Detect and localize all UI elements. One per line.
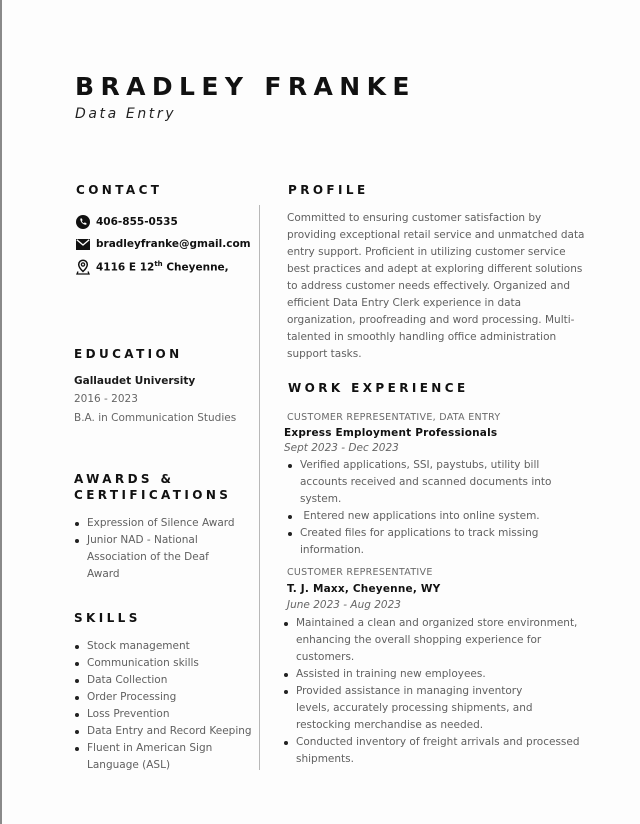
phone-number[interactable]: 406-855-0535 <box>96 216 178 228</box>
award-item: Junior NAD - National Association of the Deaf Award <box>75 532 240 583</box>
profile-summary: Committed to ensuring customer satisfaction by providing exceptional retail service and unmatched data entry support. Proficient in utilizing customer service best practices and adept at exploring different solutions to address customer needs effectively. Organized and efficient Data Entry Clerk experience in data organization, proofreading and word processing. Multi-talented in smoothly handling office administration support tasks. <box>287 212 585 360</box>
job-bullet: Entered new applications into online system. <box>288 508 588 525</box>
profile-heading: PROFILE <box>288 183 369 197</box>
job-2-dates: June 2023 - Aug 2023 <box>287 599 401 611</box>
education-school: Gallaudet University <box>74 375 196 387</box>
phone-icon <box>76 215 90 229</box>
contact-phone <box>76 214 178 230</box>
award-item: Expression of Silence Award <box>75 515 250 532</box>
candidate-role: Data Entry <box>75 106 177 122</box>
work-heading: WORK EXPERIENCE <box>288 381 469 395</box>
candidate-name: BRADLEY FRANKE <box>75 72 416 101</box>
job-bullet: Created files for applications to track missing information. <box>288 525 553 559</box>
address-street: 4116 E 12 <box>96 261 155 274</box>
education-years: 2016 - 2023 <box>74 393 138 405</box>
contact-heading: CONTACT <box>76 183 163 197</box>
contact-address <box>76 259 229 275</box>
location-icon <box>76 260 90 274</box>
job-bullet: Verified applications, SSI, paystubs, utility bill accounts received and scanned documents into system. <box>288 457 588 508</box>
education-degree: B.A. in Communication Studies <box>74 412 237 424</box>
job-1-bullets <box>288 457 588 559</box>
job-2-bullets <box>284 615 586 768</box>
address-ordinal: th <box>154 260 163 269</box>
skills-heading: SKILLS <box>74 611 141 625</box>
education-heading: EDUCATION <box>74 347 183 361</box>
job-2-company: T. J. Maxx, Cheyenne, WY <box>287 583 441 595</box>
skill-item: Data Collection <box>75 672 255 689</box>
awards-list <box>75 515 250 583</box>
awards-heading-line1: AWARDS & <box>74 472 175 486</box>
awards-heading-line2: CERTIFICATIONS <box>74 488 232 502</box>
address-city: Cheyenne, <box>162 261 229 274</box>
job-bullet: Provided assistance in managing inventory levels, accurately processing shipments, and restocking merchandise as needed. <box>284 683 552 734</box>
job-1-dates: Sept 2023 - Dec 2023 <box>284 442 399 454</box>
job-bullet: Assisted in training new employees. <box>284 666 586 683</box>
job-1-title: CUSTOMER REPRESENTATIVE, DATA ENTRY <box>287 412 501 423</box>
skill-item: Loss Prevention <box>75 706 255 723</box>
skill-item: Fluent in American Sign Language (ASL) <box>75 740 225 774</box>
job-2-title: CUSTOMER REPRESENTATIVE <box>287 567 433 578</box>
skill-item: Stock management <box>75 638 255 655</box>
email-address[interactable]: bradleyfranke@gmail.com <box>96 238 251 250</box>
skill-item: Data Entry and Record Keeping <box>75 723 255 740</box>
job-bullet: Maintained a clean and organized store environment, enhancing the overall shopping experience for customers. <box>284 615 586 666</box>
address-text <box>96 260 229 274</box>
skill-item: Communication skills <box>75 655 255 672</box>
column-divider <box>259 205 260 770</box>
skill-item: Order Processing <box>75 689 255 706</box>
email-icon <box>76 237 90 251</box>
skills-list <box>75 638 255 774</box>
contact-email <box>76 236 251 252</box>
job-1-company: Express Employment Professionals <box>284 427 498 439</box>
job-bullet: Conducted inventory of freight arrivals and processed shipments. <box>284 734 586 768</box>
